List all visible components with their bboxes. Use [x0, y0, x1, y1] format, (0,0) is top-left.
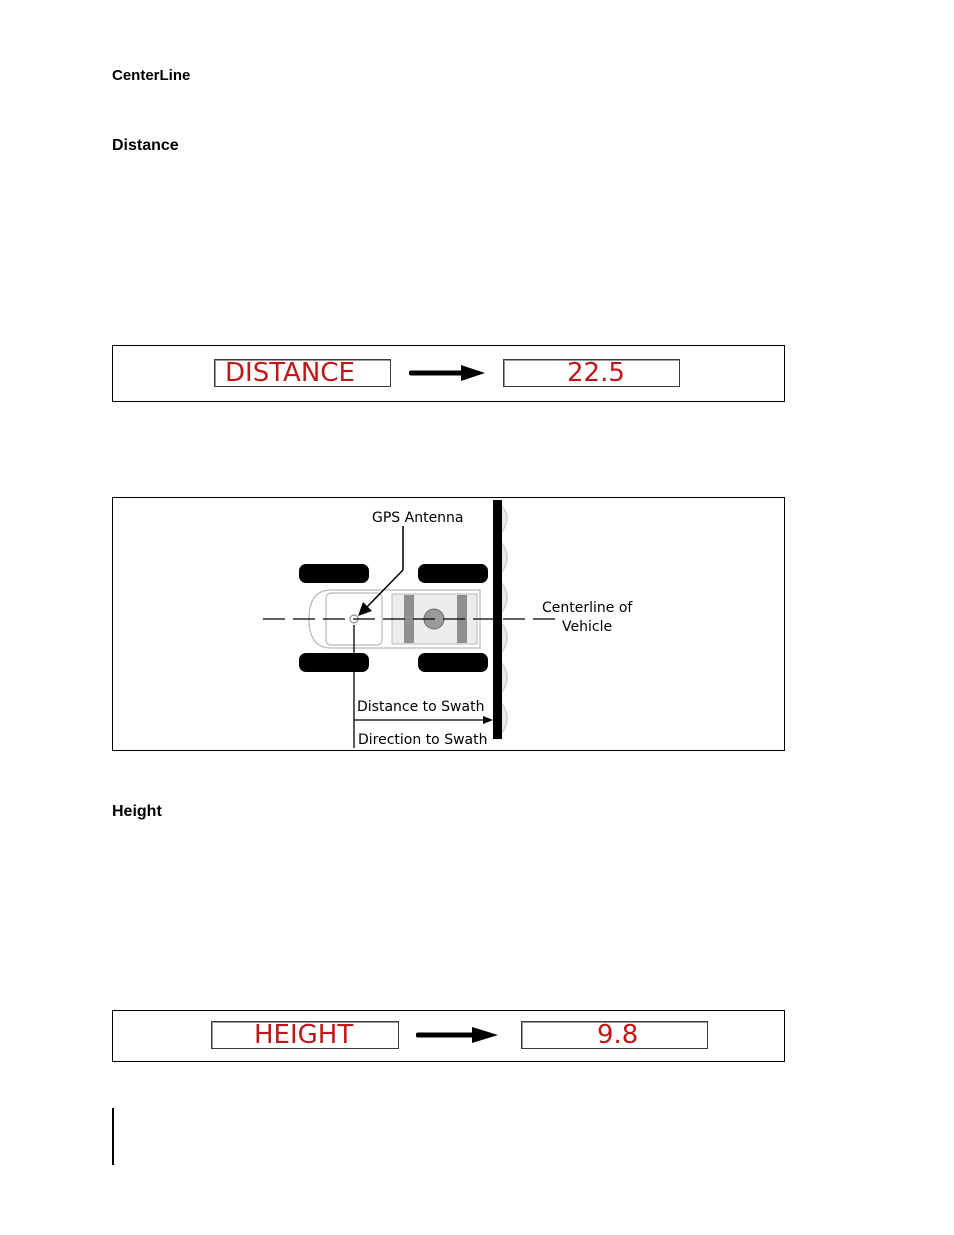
swath-diagram-panel — [112, 497, 785, 751]
direction-to-swath-label: Direction to Swath — [358, 732, 488, 748]
vehicle-swath-diagram — [113, 498, 784, 750]
section-heading-height: Height — [112, 803, 162, 820]
rear-left-wheel — [418, 564, 488, 583]
centerline-label-line1: Centerline of — [542, 600, 633, 616]
section-heading-centerline: CenterLine — [112, 67, 191, 84]
distance-display-panel — [112, 345, 785, 402]
centerline-label-line2: Vehicle — [562, 619, 613, 635]
distance-value-box — [503, 359, 680, 387]
distance-label: DISTANCE — [225, 359, 355, 387]
height-label: HEIGHT — [254, 1021, 354, 1049]
right-arrow-icon — [409, 363, 489, 383]
height-label-box — [211, 1021, 399, 1049]
front-left-wheel — [299, 564, 369, 583]
gps-antenna-label: GPS Antenna — [372, 510, 464, 526]
section-heading-distance: Distance — [112, 137, 179, 154]
margin-rule — [112, 1108, 114, 1165]
right-arrow-icon — [416, 1025, 500, 1045]
distance-value: 22.5 — [567, 359, 625, 387]
front-right-wheel — [299, 653, 369, 672]
height-value-box — [521, 1021, 708, 1049]
height-display-panel — [112, 1010, 785, 1062]
rear-right-wheel — [418, 653, 488, 672]
distance-to-swath-label: Distance to Swath — [357, 699, 485, 715]
distance-label-box — [214, 359, 391, 387]
height-value: 9.8 — [597, 1021, 639, 1049]
